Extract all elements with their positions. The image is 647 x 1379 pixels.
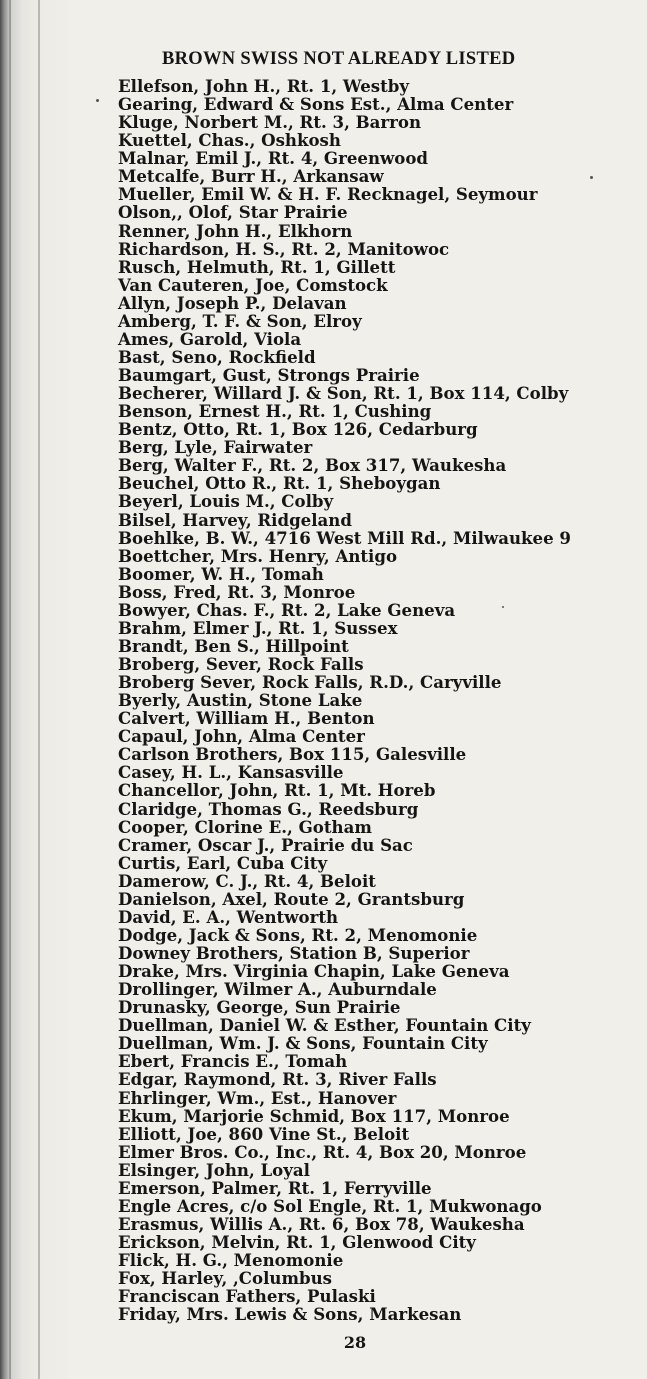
list-item: Berg, Lyle, Fairwater [118, 437, 313, 458]
list-item: Byerly, Austin, Stone Lake [118, 690, 363, 711]
list-item: Mueller, Emil W. & H. F. Recknagel, Seymour [118, 184, 538, 205]
list-item: Drollinger, Wilmer A., Auburndale [118, 979, 437, 1000]
list-item: Engle Acres, c/o Sol Engle, Rt. 1, Mukwonago [118, 1195, 542, 1216]
list-item: Edgar, Raymond, Rt. 3, River Falls [118, 1069, 437, 1090]
print-speck [502, 606, 504, 608]
list-item: Metcalfe, Burr H., Arkansaw [118, 166, 384, 187]
list-item: Bentz, Otto, Rt. 1, Box 126, Cedarburg [118, 419, 478, 440]
list-item: Baumgart, Gust, Strongs Prairie [118, 365, 420, 385]
list-item: Gearing, Edward & Sons Est., Alma Center [118, 94, 514, 115]
list-item: Brandt, Ben S., Hillpoint [118, 635, 349, 656]
list-item: Casey, H. L., Kansasville [118, 762, 344, 783]
list-item: Downey Brothers, Station B, Superior [118, 943, 470, 963]
binding-crease [38, 0, 40, 1379]
list-item: Kluge, Norbert M., Rt. 3, Barron [118, 112, 422, 133]
binding-crease [9, 0, 11, 1379]
list-item: Kuettel, Chas., Oshkosh [118, 130, 341, 151]
list-item: Amberg, T. F. & Son, Elroy [118, 310, 362, 331]
list-item: Benson, Ernest H., Rt. 1, Cushing [118, 401, 432, 422]
list-item: Curtis, Earl, Cuba City [118, 852, 328, 873]
list-item: Erickson, Melvin, Rt. 1, Glenwood City [118, 1232, 476, 1252]
list-item: Ebert, Francis E., Tomah [118, 1051, 348, 1072]
list-item: Ellefson, John H., Rt. 1, Westby [118, 76, 410, 96]
list-item: Broberg Sever, Rock Falls, R.D., Caryville [118, 672, 502, 693]
list-item: Chancellor, John, Rt. 1, Mt. Horeb [118, 780, 436, 801]
list-item: Danielson, Axel, Route 2, Grantsburg [118, 888, 465, 909]
list-item: Cramer, Oscar J., Prairie du Sac [118, 834, 413, 855]
list-item: Ehrlinger, Wm., Est., Hanover [118, 1087, 397, 1108]
list-item: Elmer Bros. Co., Inc., Rt. 4, Box 20, Monroe [118, 1141, 527, 1162]
print-speck [96, 99, 99, 102]
list-item: Beyerl, Louis M., Colby [118, 491, 334, 512]
list-item: Drunasky, George, Sun Prairie [118, 997, 401, 1018]
list-item: Becherer, Willard J. & Son, Rt. 1, Box 114, Colby [118, 383, 569, 404]
list-item: Erasmus, Willis A., Rt. 6, Box 78, Waukesha [118, 1213, 525, 1234]
list-item: Boomer, W. H., Tomah [118, 563, 324, 584]
section-heading: BROWN SWISS NOT ALREADY LISTED [162, 49, 516, 69]
breeder-list [118, 77, 571, 1323]
list-item: Boehlke, B. W., 4716 West Mill Rd., Milwaukee 9 [118, 527, 571, 548]
page-number: 28 [343, 1333, 367, 1352]
list-item: Bilsel, Harvey, Ridgeland [118, 509, 352, 530]
list-item: Richardson, H. S., Rt. 2, Manitowoc [118, 238, 450, 259]
list-item: Friday, Mrs. Lewis & Sons, Markesan [118, 1304, 462, 1325]
list-item: Boettcher, Mrs. Henry, Antigo [118, 545, 398, 566]
list-item: Allyn, Joseph P., Delavan [118, 292, 347, 313]
list-item: Ekum, Marjorie Schmid, Box 117, Monroe [118, 1105, 510, 1126]
list-item: Drake, Mrs. Virginia Chapin, Lake Geneva [118, 961, 510, 982]
list-item: Damerow, C. J., Rt. 4, Beloit [118, 870, 376, 891]
list-item: Broberg, Sever, Rock Falls [118, 654, 364, 674]
list-item: Elliott, Joe, 860 Vine St., Beloit [118, 1123, 410, 1144]
list-item: Ames, Garold, Viola [118, 328, 302, 349]
list-item: Franciscan Fathers, Pulaski [118, 1286, 376, 1307]
list-item: Bast, Seno, Rockfield [118, 346, 316, 367]
list-item: Dodge, Jack & Sons, Rt. 2, Menomonie [118, 924, 478, 945]
list-item: Renner, John H., Elkhorn [118, 220, 353, 241]
list-item: Fox, Harley, ,Columbus [118, 1268, 333, 1289]
list-item: Brahm, Elmer J., Rt. 1, Sussex [118, 617, 398, 638]
list-item: Bowyer, Chas. F., Rt. 2, Lake Geneva [118, 599, 456, 620]
list-item: Calvert, William H., Benton [118, 708, 375, 729]
list-item: Olson,, Olof, Star Prairie [118, 202, 348, 223]
list-item: Elsinger, John, Loyal [118, 1159, 310, 1180]
list-item: Cooper, Clorine E., Gotham [118, 816, 372, 837]
list-item: Duellman, Wm. J. & Sons, Fountain City [118, 1033, 488, 1054]
list-item: Flick, H. G., Menomonie [118, 1250, 344, 1271]
list-item: David, E. A., Wentworth [118, 906, 339, 927]
list-item: Van Cauteren, Joe, Comstock [118, 274, 388, 295]
list-item: Emerson, Palmer, Rt. 1, Ferryville [118, 1177, 432, 1198]
list-item: Malnar, Emil J., Rt. 4, Greenwood [118, 148, 429, 169]
print-speck [590, 176, 593, 179]
list-item: Beuchel, Otto R., Rt. 1, Sheboygan [118, 473, 441, 494]
list-item: Capaul, John, Alma Center [118, 726, 365, 747]
list-item: Berg, Walter F., Rt. 2, Box 317, Waukesha [118, 455, 507, 476]
list-item: Carlson Brothers, Box 115, Galesville [118, 744, 467, 765]
list-item: Duellman, Daniel W. & Esther, Fountain City [118, 1015, 531, 1036]
book-binding-shadow [0, 0, 70, 1379]
list-item: Boss, Fred, Rt. 3, Monroe [118, 581, 356, 602]
list-item: Claridge, Thomas G., Reedsburg [118, 798, 419, 819]
list-item: Rusch, Helmuth, Rt. 1, Gillett [118, 256, 396, 277]
